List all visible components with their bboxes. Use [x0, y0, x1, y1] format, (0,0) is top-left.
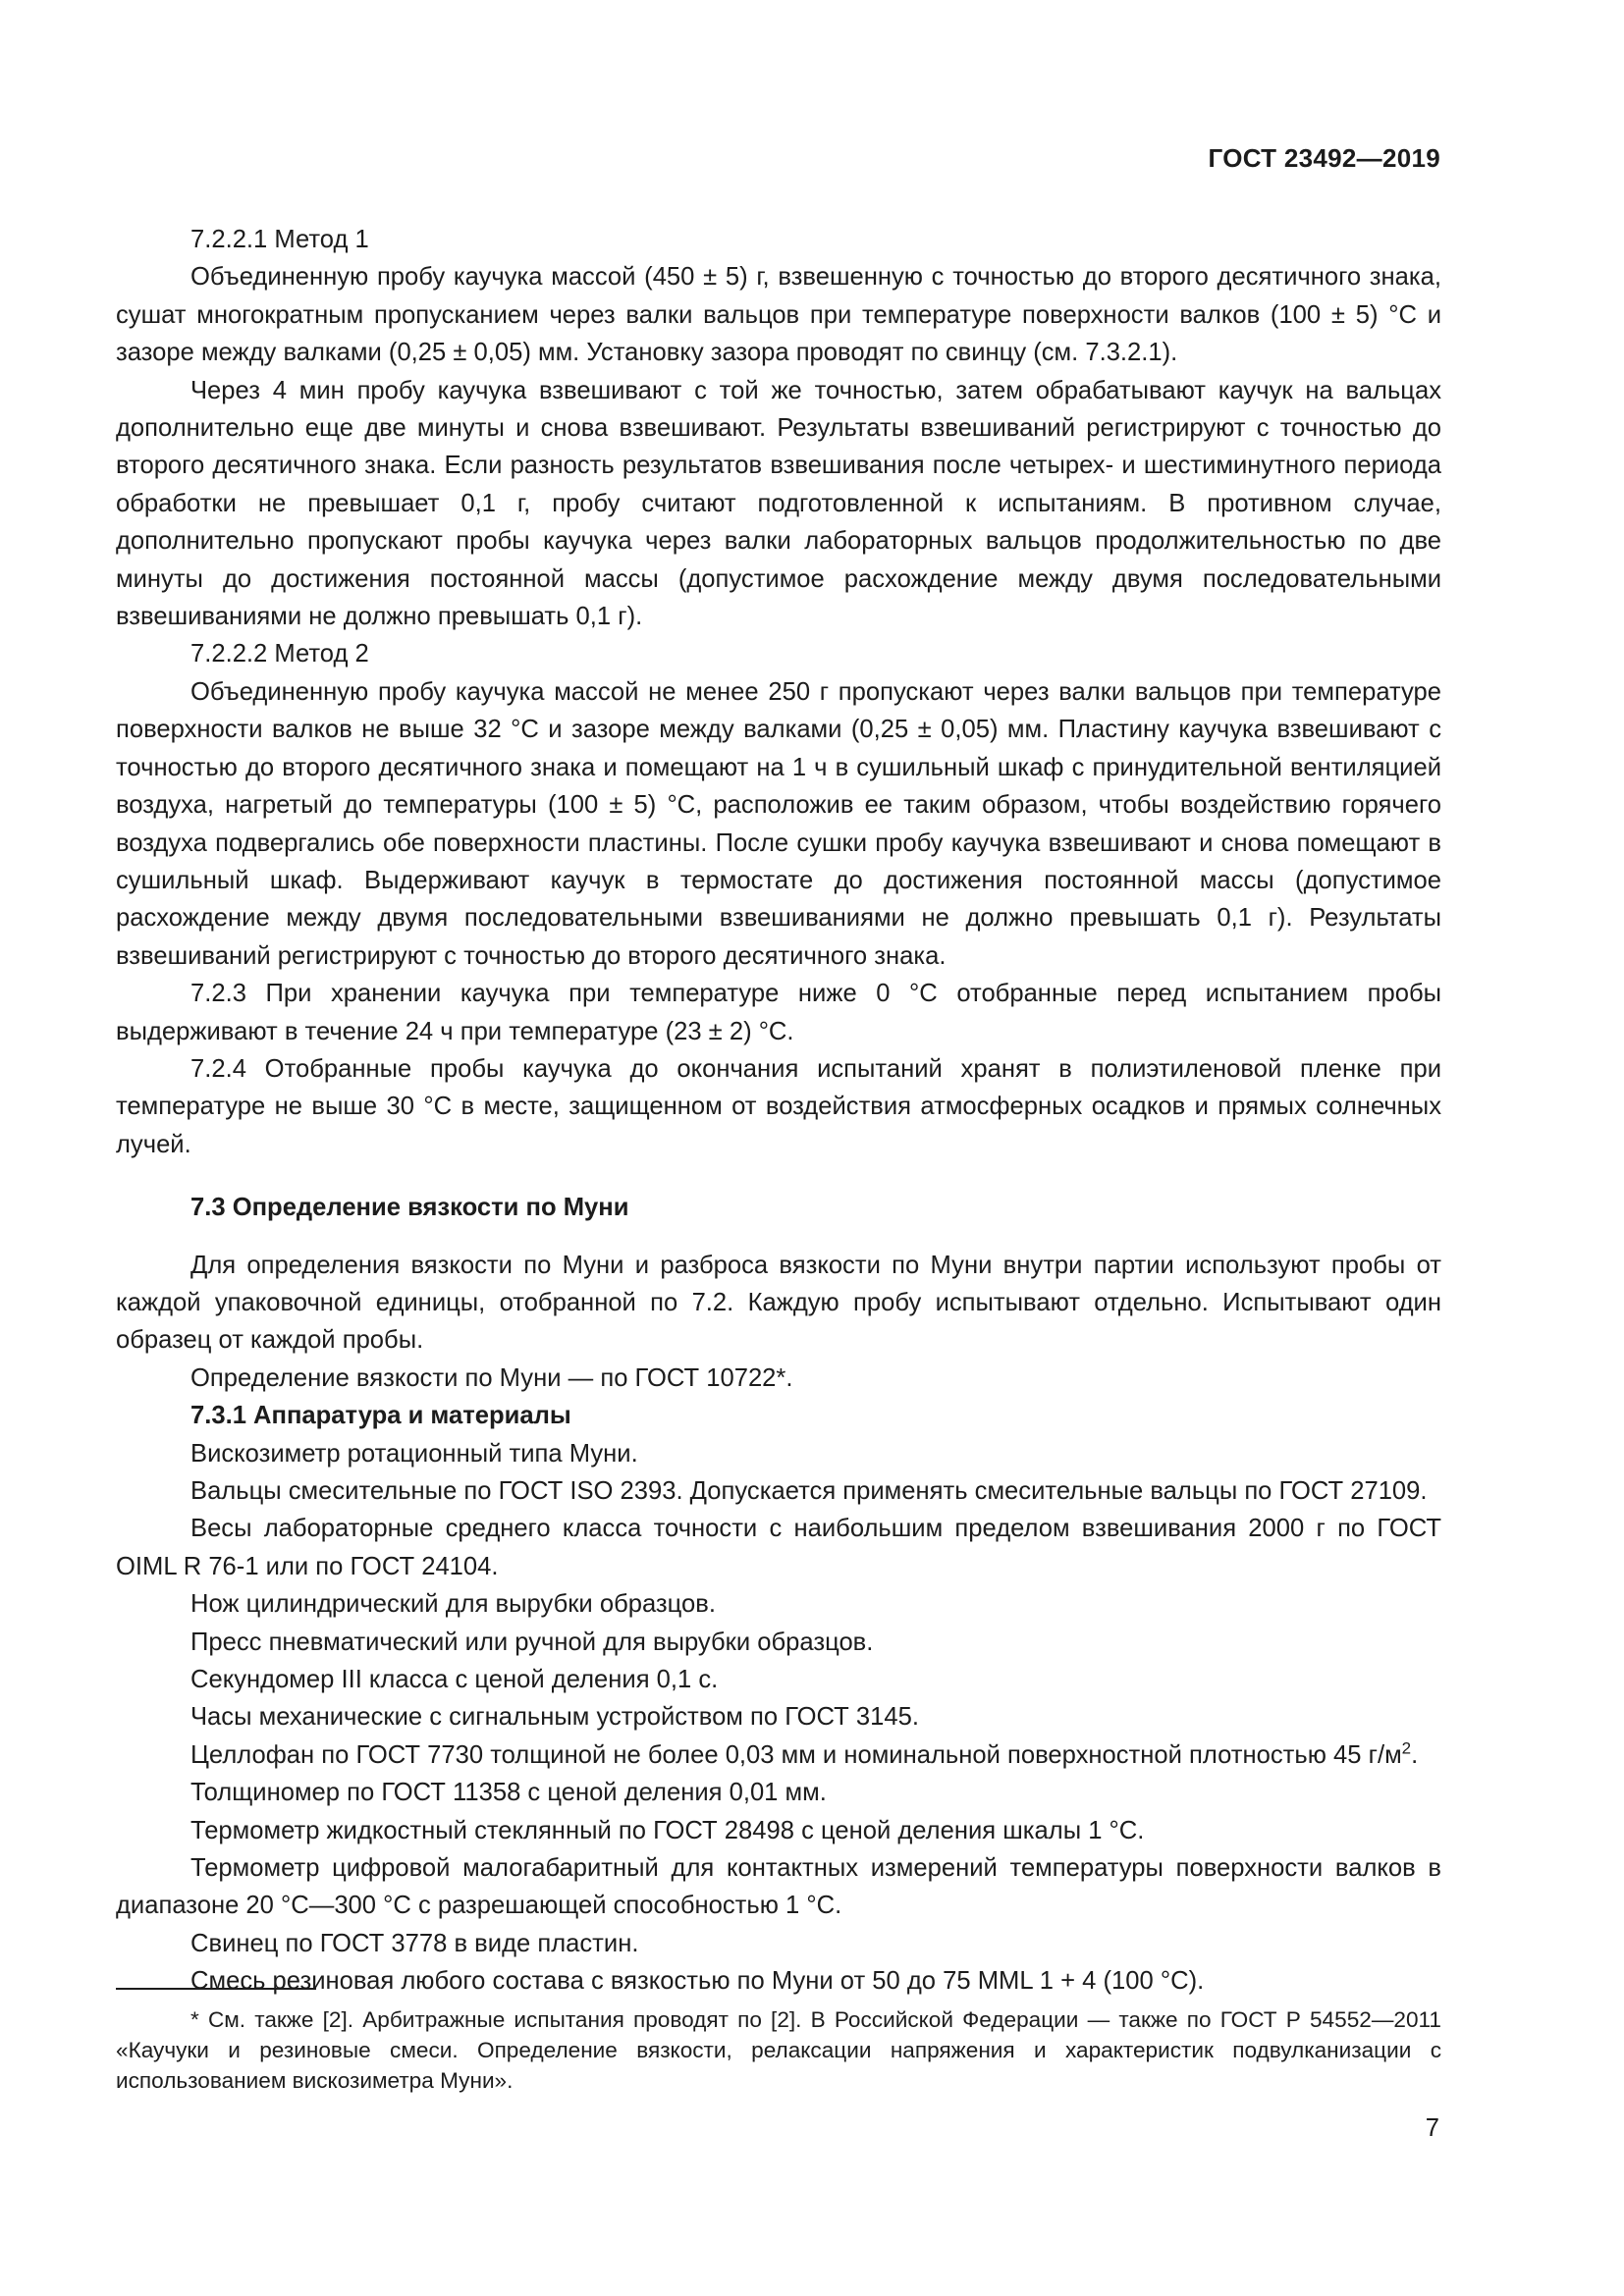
equipment-item: Толщиномер по ГОСТ 11358 с ценой деления 0,01 мм. — [190, 1779, 827, 1807]
equipment-item: Термометр цифровой малогабаритный для контактных измерений температуры поверхности валков в диапазоне 20 °С—300 °С с разрешающей способностью 1 °С. — [116, 1854, 1441, 1920]
clause-7-2-4: 7.2.4 Отобранные пробы каучука до окончания испытаний хранят в полиэтиленовой пленке при температуре не выше 30 °С в месте, защищенном от воздействия атмосферных осадков и прямых солнечных лучей. — [116, 1054, 1441, 1158]
paragraph: Объединенную пробу каучука массой (450 ± 5) г, взвешенную с точностью до второго десятичного знака, сушат многократным пропусканием через валки вальцов при температуре поверхности валков (100 ± 5) °С и зазоре между валками (0,25 ± 0,05) мм. Установку зазора проводят по свинцу (см. 7.3.2.1). — [116, 263, 1441, 367]
item-end: . — [1411, 1740, 1419, 1769]
equipment-item — [116, 1736, 1441, 1774]
footnote-text: * См. также [2]. Арбитражные испытания проводят по [2]. В Российской Федерации — также по ГОСТ Р 54552—2011 «Каучуки и резиновые смеси. Определение вязкости, релаксации напряжения и характеристик подвулканизации с использованием вискозиметра Муни». — [116, 2007, 1441, 2093]
equipment-item: Часы механические с сигнальным устройством по ГОСТ 3145. — [190, 1703, 919, 1732]
clause-7-2-2-1-heading: 7.2.2.1 Метод 1 — [190, 226, 369, 253]
page-number: 7 — [1425, 2114, 1439, 2142]
item-text: Целлофан по ГОСТ 7730 толщиной не более 0,03 мм и номинальной поверхностной плотностью 45 г/м — [190, 1740, 1402, 1769]
section-7-3-1-heading: 7.3.1 Аппаратура и материалы — [190, 1402, 571, 1430]
footnote — [116, 2004, 1441, 2096]
equipment-item: Смесь резиновая любого состава с вязкостью по Муни от 50 до 75 MML 1 + 4 (100 °С). — [190, 1967, 1205, 1996]
paragraph: Объединенную пробу каучука массой не менее 250 г пропускают через валки вальцов при температуре поверхности валков не выше 32 °С и зазоре между валками (0,25 ± 0,05) мм. Пластину каучука взвешивают с точностью до второго десятичного знака и помещают на 1 ч в сушильный шкаф с принудительной вентиляцией воздуха, нагретый до температуры (100 ± 5) °С, расположив ее таким образом, чтобы воздействию горячего воздуха подвергались обе поверхности пластины. После сушки пробу каучука взвешивают и снова помещают в сушильный шкаф. Выдерживают каучук в термостате до достижения постоянной массы (допустимое расхождение между двумя последовательными взвешиваниями не должно превышать 0,1 г). Результаты взвешиваний регистрируют с точностью до второго десятичного знака. — [116, 677, 1441, 970]
equipment-item: Весы лабораторные среднего класса точности с наибольшим пределом взвешивания 2000 г по ГОСТ OIML R 76-1 или по ГОСТ 24104. — [116, 1515, 1441, 1580]
equipment-item: Пресс пневматический или ручной для вырубки образцов. — [190, 1628, 874, 1656]
paragraph: Для определения вязкости по Муни и разброса вязкости по Муни внутри партии используют пробы от каждой упаковочной единицы, отобранной по 7.2. Каждую пробу испытывают отдельно. Испытывают один образец от каждой пробы. — [116, 1251, 1441, 1355]
equipment-item: Нож цилиндрический для вырубки образцов. — [190, 1590, 716, 1619]
equipment-item: Вальцы смесительные по ГОСТ ISO 2393. Допускается применять смесительные вальцы по ГОСТ 27109. — [190, 1477, 1428, 1505]
main-text — [116, 221, 1441, 2001]
section-7-3-heading: 7.3 Определение вязкости по Муни — [190, 1194, 629, 1222]
paragraph: Определение вязкости по Муни — по ГОСТ 10722*. — [190, 1363, 793, 1392]
equipment-item: Секундомер III класса с ценой деления 0,1 с. — [190, 1666, 719, 1694]
clause-7-2-2-2-heading: 7.2.2.2 Метод 2 — [190, 640, 369, 668]
standard-designation: ГОСТ 23492—2019 — [1208, 143, 1440, 173]
paragraph: Через 4 мин пробу каучука взвешивают с той же точностью, затем обрабатывают каучук на вальцах дополнительно еще две минуты и снова взвешивают. Результаты взвешиваний регистрируют с точностью до второго десятичного знака. Если разность результатов взвешивания после четырех- и шестиминутного периода обработки не превышает 0,1 г, пробу считают подготовленной к испытаниям. В противном случае, дополнительно пропускают пробы каучука через валки лабораторных вальцов продолжительностью по две минуты до достижения постоянной массы (допустимое расхождение между двумя последовательными взвешиваниями не должно превышать 0,1 г). — [116, 376, 1441, 631]
superscript: 2 — [1401, 1738, 1412, 1758]
equipment-item: Свинец по ГОСТ 3778 в виде пластин. — [190, 1929, 639, 1957]
clause-7-2-3: 7.2.3 При хранении каучука при температуре ниже 0 °С отобранные перед испытанием пробы выдерживают в течение 24 ч при температуре (23 ± 2) °С. — [116, 980, 1441, 1045]
footnote-separator — [116, 1988, 316, 1990]
equipment-item: Термометр жидкостный стеклянный по ГОСТ 28498 с ценой деления шкалы 1 °С. — [190, 1816, 1145, 1844]
equipment-item: Вискозиметр ротационный типа Муни. — [190, 1439, 638, 1468]
